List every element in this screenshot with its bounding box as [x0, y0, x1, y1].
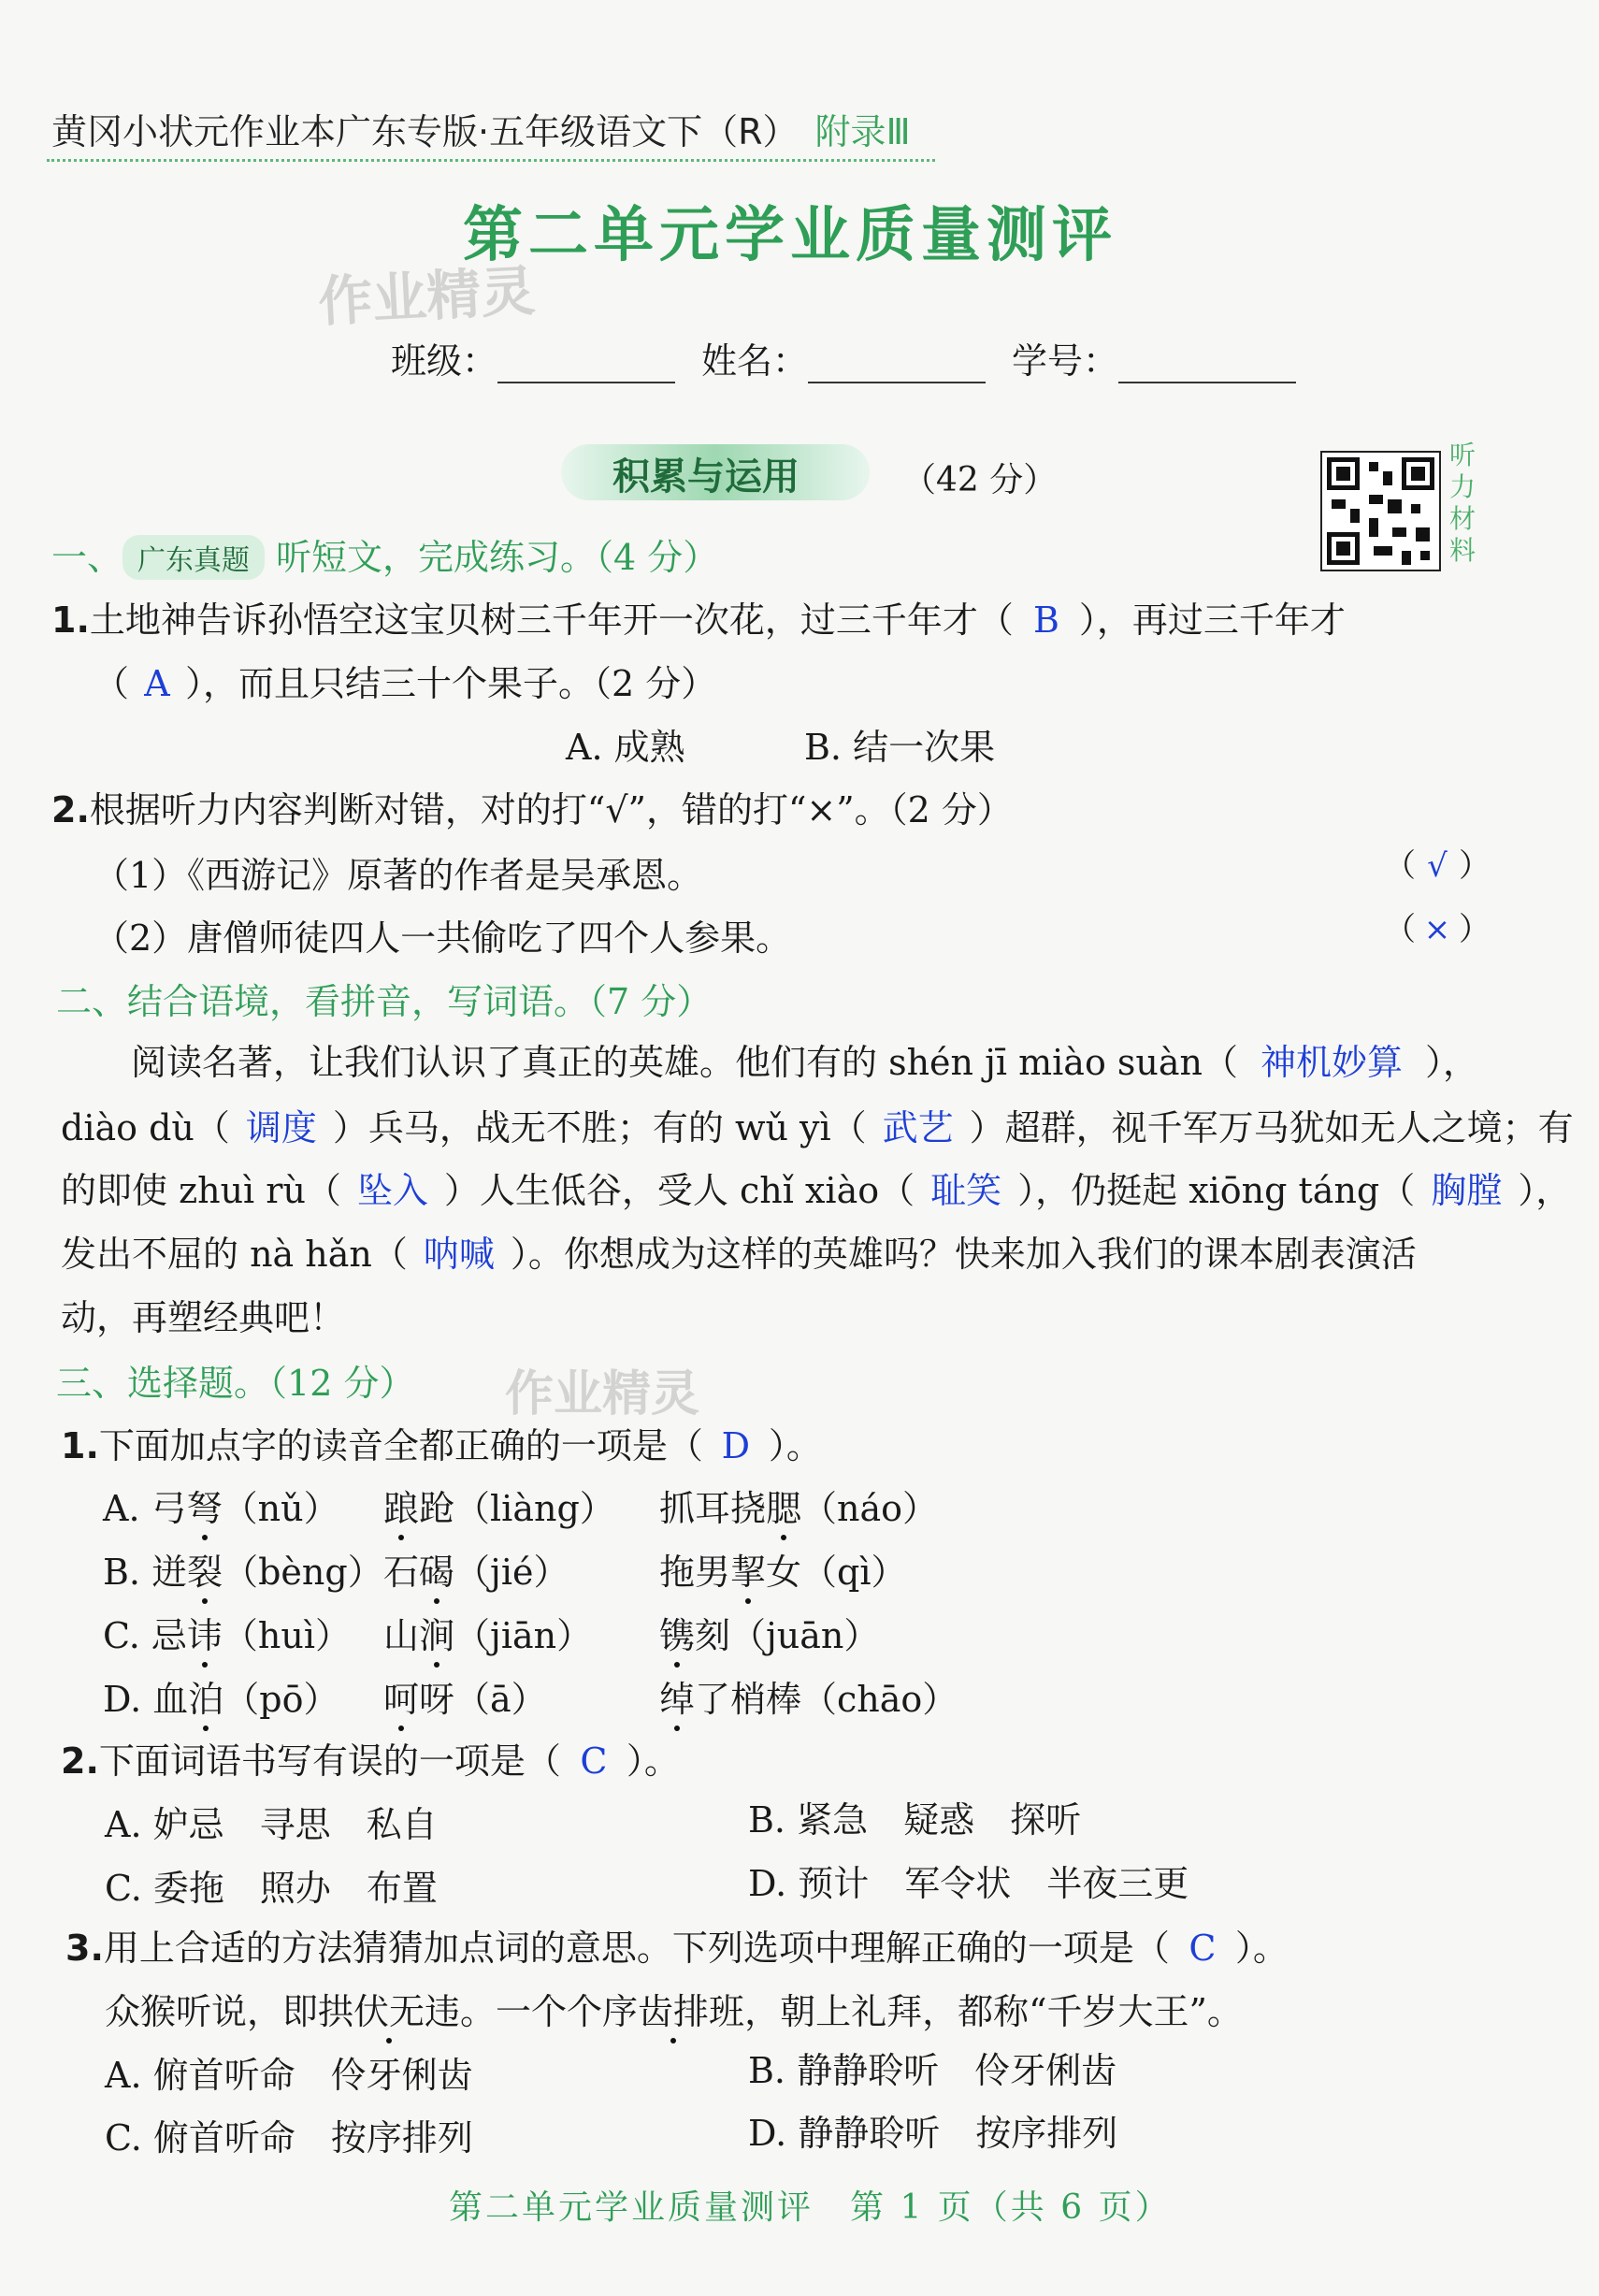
answer-blank[interactable]: C: [1188, 1928, 1217, 1969]
option-text: （jiān）: [454, 1615, 593, 1656]
name-blank[interactable]: [808, 348, 986, 383]
dotted-char: 泊: [188, 1670, 223, 1722]
answer-blank[interactable]: 神机妙算: [1260, 1042, 1404, 1083]
dotted-char: 绰: [659, 1670, 695, 1722]
p1-q2: [51, 781, 1013, 832]
dotted-char: 挈: [730, 1543, 766, 1595]
dotted-char: 弩: [187, 1480, 223, 1531]
option-text: （pō）: [223, 1679, 339, 1720]
p3-q1-option-d: [103, 1670, 339, 1722]
question-text: 下面加点字的读音全都正确的一项是（: [98, 1425, 703, 1466]
option-text: （náo）: [801, 1488, 939, 1529]
judge-box-2[interactable]: [1384, 903, 1491, 949]
option-text: （nǔ）: [222, 1488, 339, 1529]
question-number: 2.: [61, 1740, 99, 1782]
dotted-char: 裂: [187, 1543, 223, 1595]
p3-q1-option-b-3: [659, 1543, 907, 1595]
watermark: 作业精灵: [505, 1366, 700, 1422]
option-text: 了梢棒（chāo）: [695, 1679, 958, 1720]
dotted-char: 腮: [766, 1480, 801, 1531]
question-number: 2.: [51, 789, 90, 830]
option-text: 跄（liàng）: [419, 1488, 615, 1529]
answer-blank[interactable]: C: [580, 1740, 608, 1782]
question-text: 用上合适的方法猜猜加点词的意思。下列选项中理解正确的一项是（: [103, 1928, 1170, 1969]
option-text: A. 弓: [103, 1488, 187, 1529]
answer-blank[interactable]: B: [1032, 599, 1059, 641]
guangdong-tag: 广东真题: [122, 535, 265, 580]
part2-heading-text: 二、结合语境，看拼音，写词语。: [56, 981, 590, 1022]
header-divider: [47, 159, 935, 162]
paren: ）: [1459, 911, 1491, 948]
page-footer: 第二单元学业质量测评 第 1 页（共 6 页）: [449, 2188, 1172, 2227]
answer-blank[interactable]: 武艺: [882, 1107, 954, 1148]
part1-heading-text: 听短文，完成练习。: [276, 537, 597, 578]
book-header: [51, 103, 911, 154]
question-text: ），再过三千年才: [1078, 599, 1346, 641]
p3-q1-option-d-2: [383, 1670, 547, 1722]
passage-text: ），仍挺起 xiōng táng（: [1017, 1170, 1416, 1211]
p3-q2-option-c: C. 委拖 照办 布置: [105, 1868, 438, 1909]
dotted-char: 涧: [419, 1607, 454, 1658]
passage-text: ）。你想成为这样的英雄吗？快来加入我们的课本剧表演活: [510, 1234, 1417, 1275]
class-field: [391, 332, 675, 383]
question-text: 土地神告诉孙悟空这宝贝树三千年开一次花，过三千年才（: [89, 599, 1014, 641]
statement-1: （1）《西游记》原著的作者是吴承恩。: [94, 855, 703, 896]
option-text: 石: [383, 1552, 420, 1593]
p3-q1-option-b-2: [383, 1543, 569, 1595]
qr-code-icon[interactable]: [1320, 451, 1441, 571]
option-text: 拖男: [659, 1552, 731, 1593]
passage-text: ），: [1518, 1170, 1572, 1211]
dotted-char: 碣: [419, 1543, 454, 1595]
p3-q1-option-d-3: [659, 1670, 958, 1722]
watermark: 作业精灵: [316, 258, 537, 335]
question-number: 1.: [61, 1425, 99, 1466]
p3-q2-option-a: A. 妒忌 寻思 私自: [105, 1804, 438, 1845]
option-text: 刻（juān）: [695, 1615, 880, 1656]
option-text: （huì）: [222, 1615, 352, 1656]
id-field: [1012, 332, 1296, 383]
option-text: D. 血: [103, 1679, 189, 1720]
p2-line4: [61, 1225, 1417, 1277]
part3-heading: [56, 1354, 414, 1406]
p1-q1-line2: [94, 655, 716, 706]
passage-text: 发出不屈的 nà hǎn（: [61, 1234, 408, 1275]
judge-answer: √: [1427, 847, 1448, 885]
page-title: 第二单元学业质量测评: [463, 201, 1117, 270]
p3-q1-option-c: [103, 1607, 351, 1658]
p3-q1-option-b: [103, 1543, 383, 1595]
id-label: 学号：: [1012, 340, 1119, 382]
p3-q2: [61, 1732, 680, 1783]
p2-line3: [61, 1162, 1571, 1213]
dotted-char: 呵: [383, 1670, 419, 1722]
paren: （: [1384, 847, 1416, 885]
p3-q2-option-d: D. 预计 军令状 半夜三更: [748, 1863, 1189, 1904]
p3-q1: [61, 1417, 822, 1468]
passage-text: diào dù（: [61, 1107, 230, 1148]
p1-q1-line1: [51, 591, 1346, 643]
answer-blank[interactable]: 呐喊: [423, 1234, 495, 1275]
p3-q1-option-a-3: [659, 1480, 938, 1531]
passage-text: 阅读名著，让我们认识了真正的英雄。他们有的 shén jī miào suàn（: [131, 1042, 1239, 1083]
option-text: （jié）: [454, 1552, 569, 1593]
p2-line1: [131, 1033, 1478, 1085]
question-text: ）。: [1234, 1928, 1289, 1969]
p3-q1-option-c-3: [659, 1607, 879, 1658]
p3-q3-option-d: D. 静静聆听 按序排列: [748, 2113, 1118, 2154]
option-text: 山: [383, 1615, 420, 1656]
appendix-label: 附录Ⅲ: [814, 111, 911, 152]
p3-q1-option-a: [103, 1480, 339, 1531]
option-text: 女（qì）: [766, 1552, 907, 1593]
id-blank[interactable]: [1118, 348, 1296, 383]
class-label: 班级：: [391, 340, 498, 382]
passage-text: ）超群，视千军万马犹如无人之境；有: [969, 1107, 1574, 1148]
part1-score: （4 分）: [596, 537, 719, 578]
section-title: 积累与运用: [612, 455, 800, 498]
name-label: 姓名：: [701, 340, 809, 382]
question-text: 下面词语书写有误的一项是（: [98, 1740, 561, 1782]
question-text: ）。: [768, 1425, 822, 1466]
option-text: C. 忌: [103, 1615, 187, 1656]
dotted-char: 讳: [187, 1607, 223, 1658]
statement-2: （2）唐僧师徒四人一共偷吃了四个人参果。: [94, 917, 792, 959]
p3-q3-option-b: B. 静静聆听 伶牙俐齿: [748, 2050, 1117, 2091]
answer-blank[interactable]: A: [144, 663, 170, 704]
answer-blank[interactable]: 耻笑: [930, 1170, 1002, 1211]
part3-heading-text: 三、选择题。: [56, 1363, 270, 1404]
book-title: 黄冈小状元作业本广东专版·五年级语文下（R）: [51, 111, 799, 152]
question-text: （: [94, 663, 130, 704]
passage-text: ）兵马，战无不胜；有的 wǔ yì（: [332, 1107, 867, 1148]
dotted-word: 序齿排班: [602, 1983, 744, 2034]
p3-q1-option-a-2: [383, 1480, 615, 1531]
question-number: 1.: [51, 599, 90, 641]
judge-box-1[interactable]: [1384, 840, 1491, 886]
part1-heading: [51, 528, 718, 580]
part2-score: （7 分）: [589, 981, 713, 1022]
sentence-text: 。一个个: [460, 1991, 603, 2032]
question-text: ），而且只结三十个果子。（2 分）: [185, 663, 717, 704]
answer-blank[interactable]: 坠入: [356, 1170, 428, 1211]
paren: ）: [1459, 847, 1491, 885]
option-a: A. 成熟: [566, 727, 685, 768]
p3-q2-option-b: B. 紧急 疑惑 探听: [748, 1799, 1082, 1841]
class-blank[interactable]: [497, 348, 675, 383]
passage-text: 的即使 zhuì rù（: [61, 1170, 341, 1211]
p3-q3-sentence: [105, 1983, 1243, 2034]
p3-q3: [65, 1919, 1289, 1971]
p3-q1-option-c-2: [383, 1607, 592, 1658]
passage-text: ）人生低谷，受人 chǐ xiào（: [443, 1170, 915, 1211]
part2-heading: [56, 973, 712, 1024]
sentence-text: ，朝上礼拜，都称“千岁大王”。: [744, 1991, 1243, 2032]
p3-q3-option-a: A. 俯首听命 伶牙俐齿: [105, 2055, 473, 2096]
option-text: （bèng）: [223, 1552, 383, 1593]
qr-side-label: 听力材料: [1449, 440, 1477, 566]
question-text: 根据听力内容判断对错，对的打“√”，错的打“×”。（2 分）: [89, 789, 1013, 830]
paren: （: [1384, 911, 1416, 948]
question-text: ）。: [626, 1740, 680, 1782]
judge-answer: ×: [1423, 911, 1451, 948]
answer-blank[interactable]: 胸膛: [1431, 1170, 1503, 1211]
dotted-char: 镌: [659, 1607, 695, 1658]
dotted-char: 踉: [383, 1480, 419, 1531]
answer-blank[interactable]: 调度: [245, 1107, 317, 1148]
part3-score: （12 分）: [269, 1363, 415, 1404]
sentence-text: 众猴听说，即: [105, 1991, 319, 2032]
name-field: [701, 332, 986, 383]
dotted-word: 拱伏无违: [318, 1983, 460, 2034]
p2-line5: 动，再塑经典吧！: [61, 1297, 346, 1338]
p2-line2: [61, 1099, 1574, 1150]
section-score: （42 分）: [902, 461, 1058, 499]
p3-q3-option-c: C. 俯首听命 按序排列: [105, 2117, 473, 2159]
option-text: 抓耳挠: [659, 1488, 767, 1529]
question-number: 3.: [65, 1928, 104, 1969]
part1-prefix: 一、: [51, 537, 123, 578]
option-text: B. 迸: [103, 1552, 188, 1593]
option-b: B. 结一次果: [804, 727, 996, 768]
passage-text: ），: [1425, 1042, 1479, 1083]
answer-blank[interactable]: D: [721, 1425, 751, 1466]
option-text: 呀（ā）: [419, 1679, 547, 1720]
